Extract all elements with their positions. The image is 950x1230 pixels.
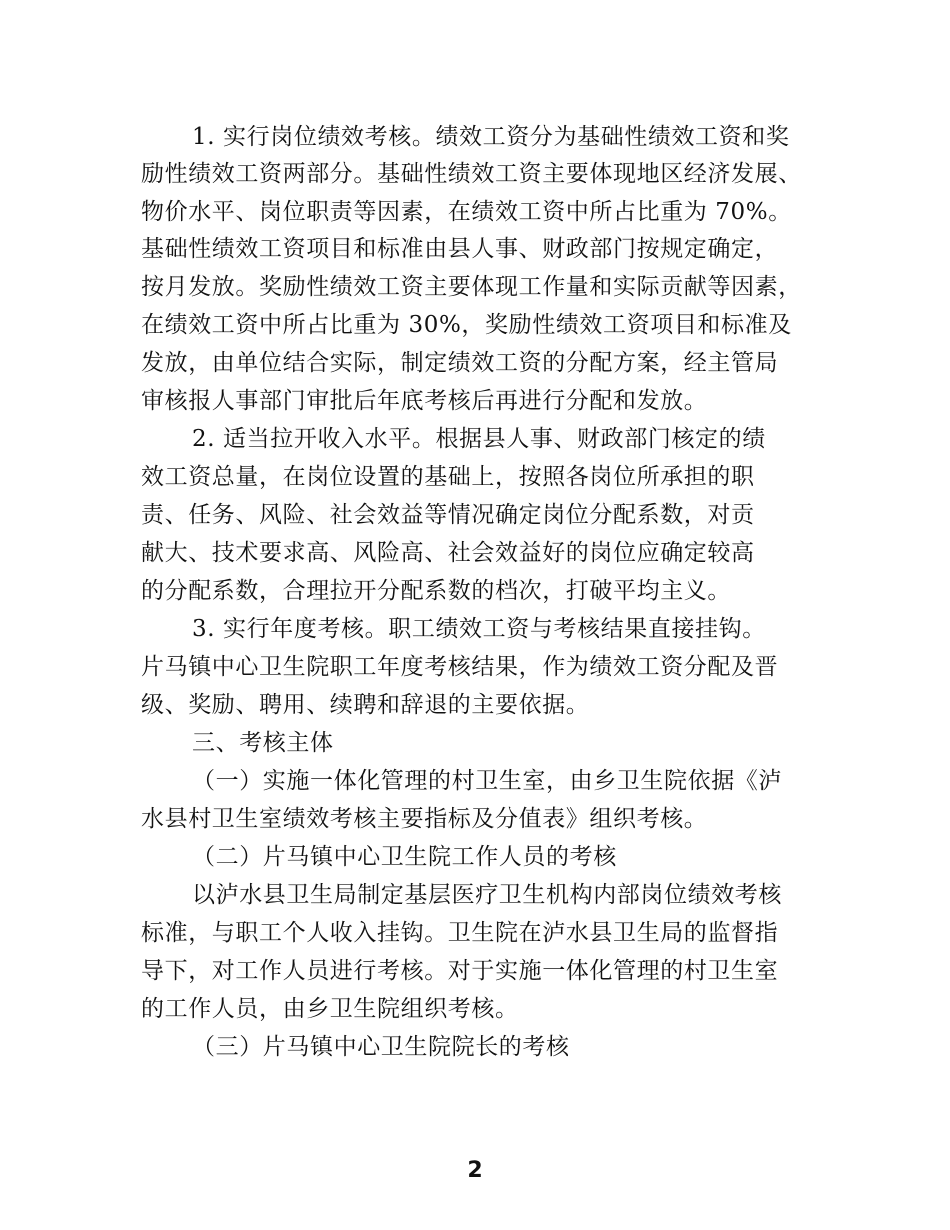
subsection-2-line-2: 标准，与职工个人收入挂钩。卫生院在泸水县卫生局的监督指 — [141, 920, 779, 946]
paragraph-2-line-5: 的分配系数，合理拉开分配系数的档次，打破平均主义。 — [141, 578, 731, 604]
paragraph-3-line-3: 级、奖励、聘用、续聘和辞退的主要依据。 — [141, 692, 590, 718]
paragraph-1-line-4: 基础性绩效工资项目和标准由县人事、财政部门按规定确定， — [141, 236, 779, 262]
section-heading: 三、考核主体 — [192, 730, 334, 756]
subsection-2-line-1: 以泸水县卫生局制定基层医疗卫生机构内部岗位绩效考核 — [192, 882, 782, 908]
paragraph-1-line-1: 1. 实行岗位绩效考核。绩效工资分为基础性绩效工资和奖 — [192, 124, 790, 150]
paragraph-2-line-1: 2. 适当拉开收入水平。根据县人事、财政部门核定的绩 — [192, 426, 766, 452]
subsection-1-line-1: （一）实施一体化管理的村卫生室，由乡卫生院依据《泸 — [192, 768, 782, 794]
paragraph-3-line-1: 3. 实行年度考核。职工绩效工资与考核结果直接挂钩。 — [192, 616, 766, 642]
paragraph-2-line-4: 献大、技术要求高、风险高、社会效益好的岗位应确定较高 — [141, 540, 755, 566]
paragraph-1-line-5: 按月发放。奖励性绩效工资主要体现工作量和实际贡献等因素， — [141, 274, 802, 300]
paragraph-1-line-2: 励性绩效工资两部分。基础性绩效工资主要体现地区经济发展、 — [141, 161, 802, 187]
subsection-1-line-2: 水县村卫生室绩效考核主要指标及分值表》组织考核。 — [141, 806, 708, 832]
paragraph-1-line-7: 发放，由单位结合实际，制定绩效工资的分配方案，经主管局 — [141, 350, 779, 376]
paragraph-1-line-8: 审核报人事部门审批后年底考核后再进行分配和发放。 — [141, 388, 708, 414]
subsection-2-line-3: 导下，对工作人员进行考核。对于实施一体化管理的村卫生室 — [141, 958, 779, 984]
subsection-2-line-4: 的工作人员，由乡卫生院组织考核。 — [141, 996, 519, 1022]
paragraph-2-line-2: 效工资总量，在岗位设置的基础上，按照各岗位所承担的职 — [141, 464, 755, 490]
subsection-3-heading: （三）片马镇中心卫生院院长的考核 — [192, 1034, 570, 1060]
paragraph-1-line-6: 在绩效工资中所占比重为 30%，奖励性绩效工资项目和标准及 — [141, 312, 792, 338]
page-number: 2 — [467, 1158, 483, 1183]
paragraph-2-line-3: 责、任务、风险、社会效益等情况确定岗位分配系数，对贡 — [141, 502, 755, 528]
subsection-2-heading: （二）片马镇中心卫生院工作人员的考核 — [192, 844, 617, 870]
paragraph-3-line-2: 片马镇中心卫生院职工年度考核结果，作为绩效工资分配及晋 — [141, 654, 779, 680]
paragraph-1-line-3: 物价水平、岗位职责等因素，在绩效工资中所占比重为 70%。 — [141, 199, 792, 225]
